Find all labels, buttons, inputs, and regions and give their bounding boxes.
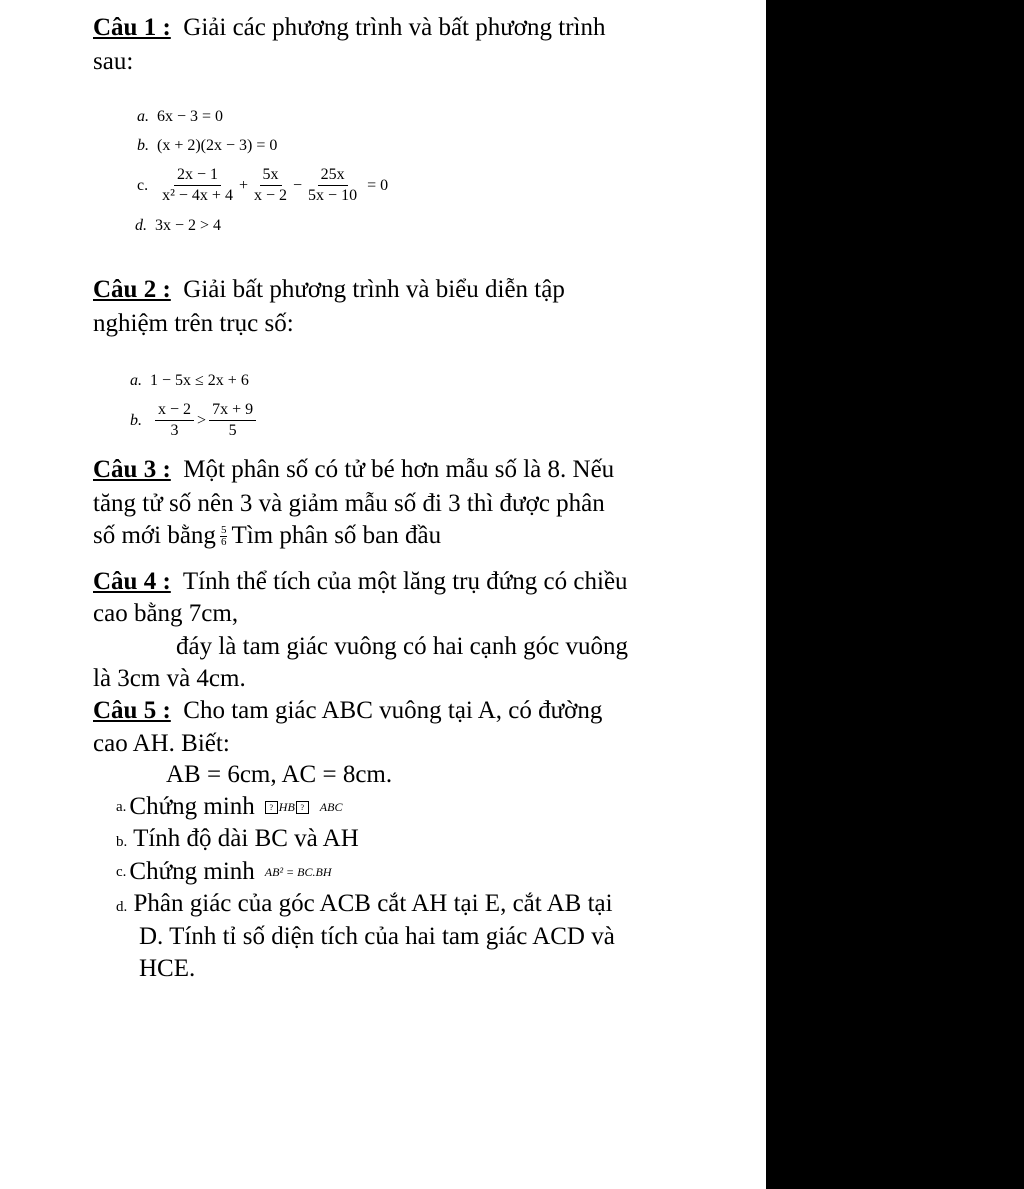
q1-d-marker: d.: [135, 217, 147, 234]
q3-text-post: Tìm phân số ban đầu: [231, 522, 442, 549]
q2-a: [130, 372, 249, 390]
q5-c-formula: AB² = BC.BH: [264, 864, 332, 879]
missing-glyph-icon: ?: [265, 801, 278, 814]
q4-line3: đáy là tam giác vuông có hai cạnh góc vuông: [176, 633, 628, 660]
q1-d: [135, 217, 221, 235]
fraction-denominator: 5x − 10: [308, 187, 358, 204]
q5-d-line2: D. Tính tỉ số diện tích của hai tam giác ACD và: [139, 923, 615, 950]
q1-b-marker: b.: [137, 137, 149, 154]
q1-c-operator-minus: −: [293, 176, 303, 194]
q5-b-text: Tính độ dài BC và AH: [133, 825, 359, 852]
q5-d-line3: HCE.: [139, 955, 196, 982]
fraction-denominator: 5: [228, 422, 237, 439]
q5-b: [116, 825, 359, 853]
q5-c-text: Chứng minh: [129, 858, 255, 885]
q3-text: Một phân số có tử bé hơn mẫu số là 8. Nếu: [183, 456, 615, 483]
fraction-numerator: 25x: [318, 165, 348, 186]
q1-c-rhs: = 0: [367, 176, 389, 194]
q2-a-expr: 1 − 5x ≤ 2x + 6: [150, 372, 249, 389]
q5-a-marker: a.: [116, 798, 127, 815]
q3-line2: tăng tử số nên 3 và giảm mẫu số đi 3 thì được phân: [93, 490, 605, 517]
q5-a-formula-part1: HB: [278, 799, 295, 814]
q3-line3: [93, 522, 441, 550]
fraction-denominator: x² − 4x + 4: [162, 187, 233, 204]
q2-b-fraction-2: [209, 400, 256, 441]
q3-text-pre: số mới bằng: [93, 522, 216, 549]
missing-glyph-icon: ?: [296, 801, 309, 814]
q5-text: Cho tam giác ABC vuông tại A, có đường: [183, 697, 603, 724]
q2-text: Giải bất phương trình và biểu diễn tập: [183, 276, 565, 303]
q2-label: Câu 2 :: [93, 276, 171, 303]
q5-d-marker: d.: [116, 899, 128, 915]
q5-label: Câu 5 :: [93, 697, 171, 724]
q2-b-marker: b.: [130, 411, 142, 429]
fraction-denominator: x − 2: [253, 187, 288, 204]
q5-b-marker: b.: [116, 834, 128, 850]
q1-line2: sau:: [93, 48, 134, 75]
q5-c-marker: c.: [116, 863, 127, 880]
q1-c-fraction-3: [305, 165, 360, 206]
fraction-numerator: 2x − 1: [174, 165, 221, 186]
q5-a-formula: [265, 800, 343, 815]
q1-line1: [93, 14, 606, 42]
q5-d-text-1: Phân giác của góc ACB cắt AH tại E, cắt AB tại: [133, 890, 613, 917]
q2-b-fraction-1: [155, 400, 194, 441]
q2-line2: nghiệm trên trục số:: [93, 310, 294, 337]
fraction-denominator: 6: [220, 535, 227, 548]
q5-c: [116, 858, 331, 886]
q5-given: AB = 6cm, AC = 8cm.: [166, 761, 393, 788]
q1-a-marker: a.: [137, 108, 149, 125]
q1-c-marker: c.: [137, 176, 149, 194]
q1-c-operator-plus: +: [238, 176, 248, 194]
black-side-panel: [766, 0, 1024, 1189]
q1-b-expr: (x + 2)(2x − 3) = 0: [157, 137, 278, 154]
q3-label: Câu 3 :: [93, 456, 171, 483]
q2-a-marker: a.: [130, 372, 142, 389]
fraction-numerator: 7x + 9: [209, 400, 256, 421]
q2-b: [130, 400, 259, 441]
fraction-denominator: 3: [170, 422, 179, 439]
q5-d: [116, 890, 613, 918]
q4-line1: [93, 568, 628, 596]
q1-c-fraction-1: [159, 165, 236, 206]
q4-line4: là 3cm và 4cm.: [93, 665, 246, 692]
fraction-numerator: 5: [220, 523, 227, 536]
q1-b: [137, 137, 277, 155]
q5-a-text: Chứng minh: [129, 793, 255, 820]
fraction-numerator: 5x: [260, 165, 282, 186]
q1-text: Giải các phương trình và bất phương trình: [183, 14, 606, 41]
q1-d-expr: 3x − 2 > 4: [155, 217, 222, 234]
q4-line2: cao bằng 7cm,: [93, 600, 239, 627]
q1-a-expr: 6x − 3 = 0: [157, 108, 224, 125]
q2-b-operator: >: [197, 411, 207, 429]
q3-line1: [93, 456, 614, 484]
q5-a-formula-part2: ABC: [319, 799, 343, 814]
q4-label: Câu 4 :: [93, 568, 171, 595]
q5-a: [116, 793, 342, 821]
q1-c: [137, 165, 388, 206]
q5-line1: [93, 697, 602, 725]
q5-line2: cao AH. Biết:: [93, 730, 230, 757]
q3-fraction: [220, 525, 228, 548]
q1-label: Câu 1 :: [93, 14, 171, 41]
fraction-numerator: x − 2: [155, 400, 194, 421]
q4-text: Tính thể tích của một lăng trụ đứng có chiều: [182, 568, 628, 595]
q1-a: [137, 108, 223, 126]
q1-c-fraction-2: [251, 165, 290, 206]
q2-line1: [93, 276, 565, 304]
